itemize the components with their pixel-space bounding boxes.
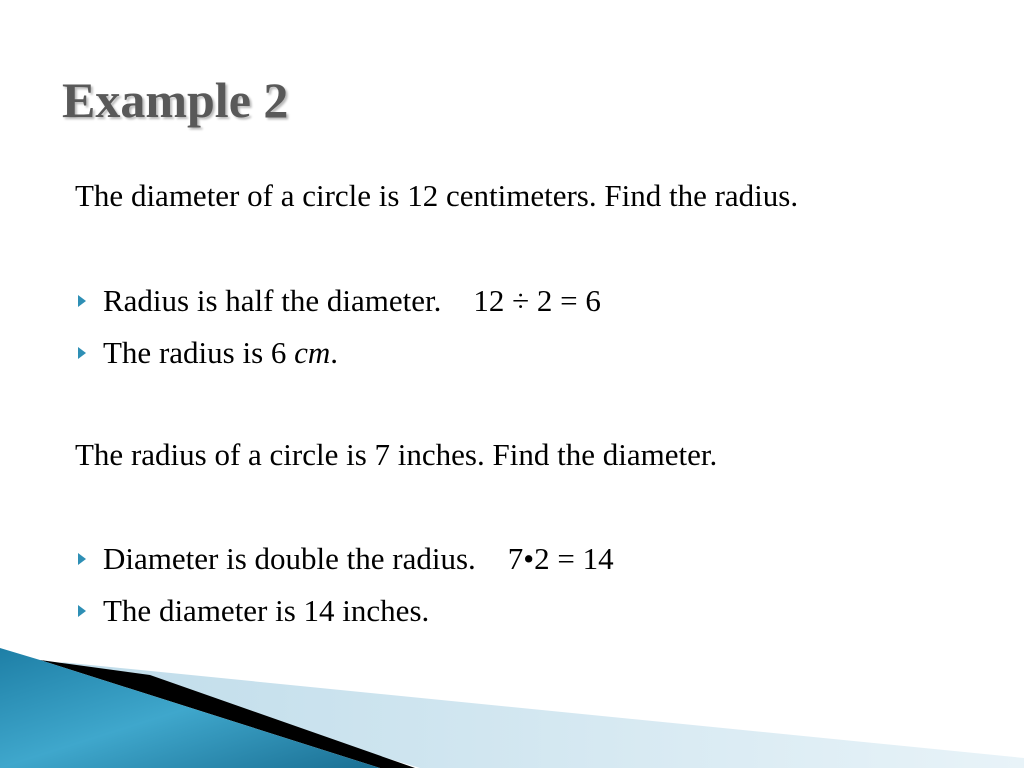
triangle-right-icon <box>78 553 86 565</box>
bullet-1-text: Diameter is double the radius. <box>103 541 476 576</box>
problem-2-bullet-1 <box>78 539 614 579</box>
bullet-2-suffix: . <box>330 335 339 370</box>
problem-1-bullet-1 <box>78 281 601 321</box>
bullet-1-math: 12 ÷ 2 = 6 <box>473 283 601 318</box>
bullet-2-prefix: The radius is 6 <box>103 335 295 370</box>
bullet-2-text: The diameter is 14 inches. <box>103 593 430 628</box>
decorative-corner-band <box>0 630 1024 768</box>
problem-1-statement: The diameter of a circle is 12 centimeters. Find the radius. <box>75 178 799 213</box>
slide-title: Example 2 <box>62 72 289 128</box>
problem-1-bullet-2 <box>78 333 338 373</box>
triangle-right-icon <box>78 605 86 617</box>
bullet-2-unit: cm <box>294 335 331 370</box>
triangle-right-icon <box>78 347 86 359</box>
problem-2-statement: The radius of a circle is 7 inches. Find the diameter. <box>75 437 718 472</box>
bullet-1-text: Radius is half the diameter. <box>103 283 442 318</box>
bullet-1-math: 7•2 = 14 <box>507 541 614 576</box>
triangle-right-icon <box>78 295 86 307</box>
problem-2-bullet-2 <box>78 591 429 631</box>
